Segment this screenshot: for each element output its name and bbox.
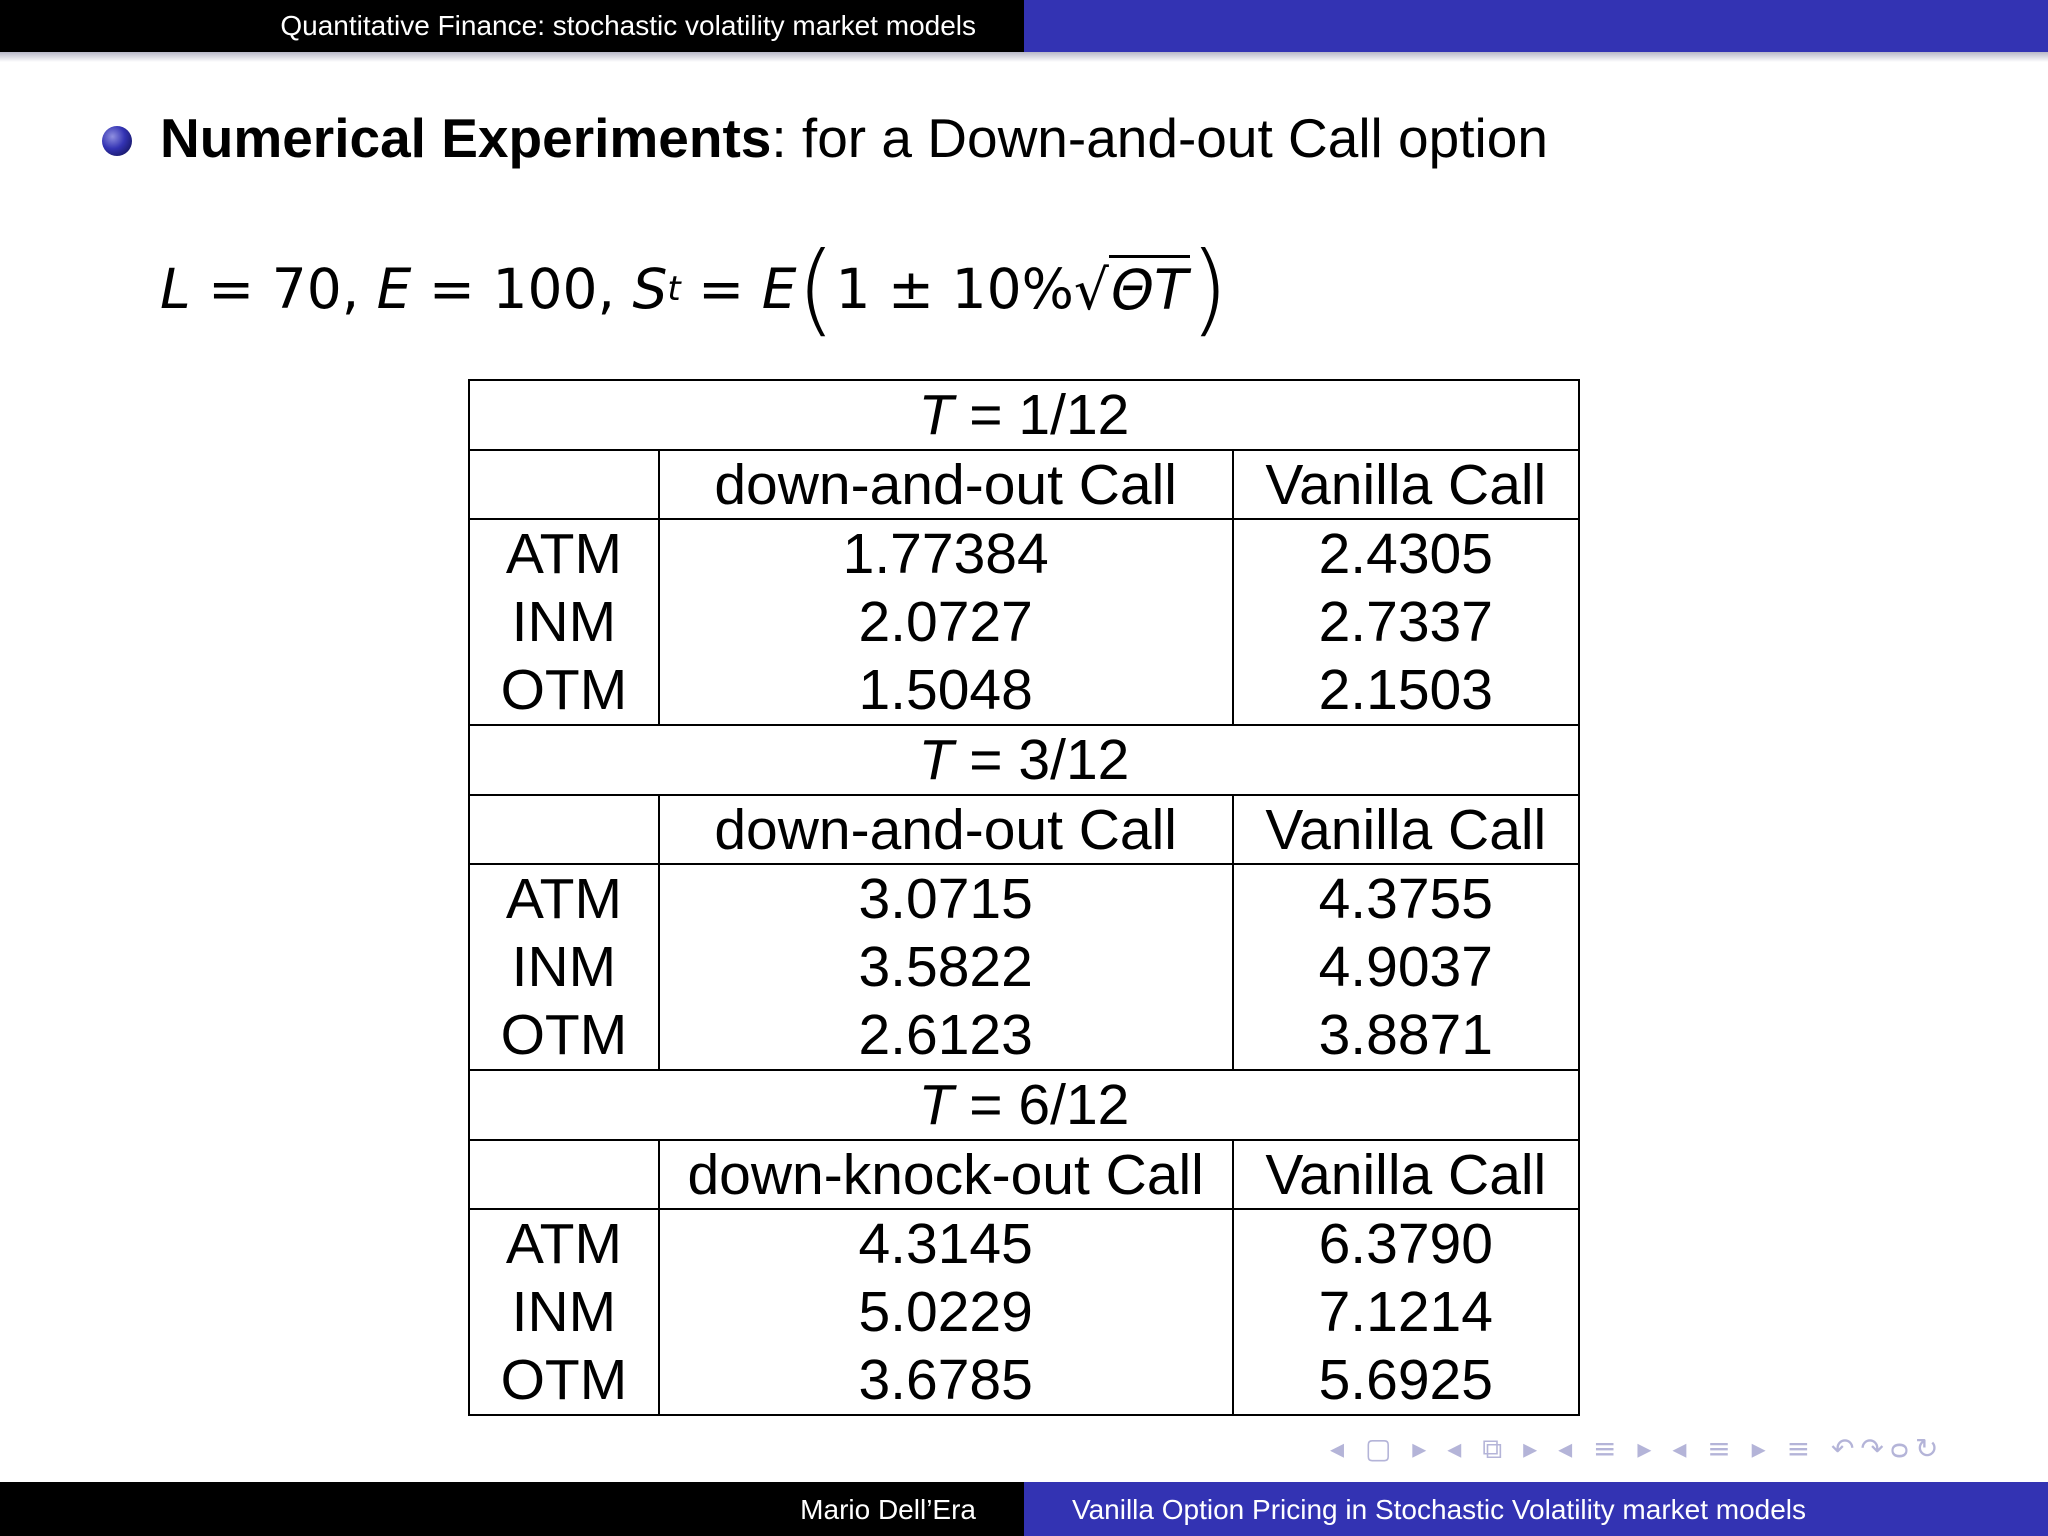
vanilla-value: 3.8871 [1233,1001,1579,1070]
sqrt-icon: √ [1073,258,1109,322]
section-2-col3: Vanilla Call [1233,795,1579,864]
bullet-icon [102,126,132,156]
parameter-formula [160,229,1229,347]
barrier-value: 4.3145 [659,1209,1233,1278]
sqrt-expression [1074,255,1190,322]
row-label: ATM [469,1209,659,1278]
footer-bar [0,1482,2048,1536]
section-1-value: = 1/12 [953,383,1130,447]
section-3-col3: Vanilla Call [1233,1140,1579,1209]
section-3-title [469,1070,1579,1140]
table-row [469,656,1579,725]
row-label: OTM [469,1346,659,1415]
section-3-value: = 6/12 [953,1073,1130,1137]
barrier-value: 2.0727 [659,588,1233,656]
vanilla-value: 2.1503 [1233,656,1579,725]
formula-E-value: = 100, [411,256,633,321]
left-paren: ( [796,229,836,347]
table-row [469,588,1579,656]
row-label: ATM [469,864,659,933]
table-row [469,1346,1579,1415]
formula-S: S [632,256,668,321]
section-2-col2: down-and-out Call [659,795,1233,864]
table-row [469,1278,1579,1346]
vanilla-value: 4.3755 [1233,864,1579,933]
barrier-value: 2.6123 [659,1001,1233,1070]
section-3-col2: down-knock-out Call [659,1140,1233,1209]
footer-talk-title: Vanilla Option Pricing in Stochastic Volatility market models [1072,1494,1807,1525]
formula-E2: E [761,256,797,321]
section-1-title [469,380,1579,450]
section-1-var: T [918,383,954,447]
table-row [469,864,1579,933]
vanilla-value: 6.3790 [1233,1209,1579,1278]
formula-S-eq: = [680,256,762,321]
barrier-value: 3.6785 [659,1346,1233,1415]
barrier-value: 1.77384 [659,519,1233,588]
barrier-value: 5.0229 [659,1278,1233,1346]
vanilla-value: 7.1214 [1233,1278,1579,1346]
row-label: INM [469,933,659,1001]
table-row [469,1209,1579,1278]
row-label: OTM [469,1001,659,1070]
row-label: INM [469,588,659,656]
formula-L: L [160,256,191,321]
section-3-col1 [469,1140,659,1209]
header-right [1024,0,2048,52]
formula-S-sub: t [667,268,681,309]
table-row [469,519,1579,588]
formula-E: E [376,256,412,321]
footer-author: Mario Dell’Era [800,1494,976,1525]
header-bar [0,0,2048,52]
row-label: INM [469,1278,659,1346]
formula-inner: 1 ± 10% [835,256,1074,321]
vanilla-value: 2.7337 [1233,588,1579,656]
vanilla-value: 2.4305 [1233,519,1579,588]
heading-bold: Numerical Experiments [160,107,772,169]
row-label: ATM [469,519,659,588]
barrier-value: 3.0715 [659,864,1233,933]
header-title: Quantitative Finance: stochastic volatility market models [280,10,976,41]
section-3-var: T [918,1073,954,1137]
heading-rest: : for a Down-and-out Call option [771,107,1548,169]
table-row [469,1001,1579,1070]
section-1-col2: down-and-out Call [659,450,1233,519]
header-shadow [0,52,2048,62]
section-1-col3: Vanilla Call [1233,450,1579,519]
right-paren: ) [1189,229,1229,347]
slide-heading [160,106,1548,170]
section-2-title [469,725,1579,795]
footer-left [0,1482,1024,1536]
sqrt-argument: ΘT [1109,255,1190,322]
section-2-var: T [918,728,954,792]
barrier-value: 3.5822 [659,933,1233,1001]
section-2-value: = 3/12 [953,728,1130,792]
section-1-col1 [469,450,659,519]
formula-L-value: = 70, [190,256,377,321]
vanilla-value: 5.6925 [1233,1346,1579,1415]
row-label: OTM [469,656,659,725]
footer-right [1024,1482,2048,1536]
vanilla-value: 4.9037 [1233,933,1579,1001]
results-table [468,379,1580,1416]
barrier-value: 1.5048 [659,656,1233,725]
header-left [0,0,1024,52]
section-2-col1 [469,795,659,864]
table-row [469,933,1579,1001]
beamer-navigation-icons[interactable]: ◂ ▢ ▸ ◂ ⧉ ▸ ◂ ≡ ▸ ◂ ≡ ▸ ≡ ↶↷ᴑ↻ [1330,1432,1945,1465]
